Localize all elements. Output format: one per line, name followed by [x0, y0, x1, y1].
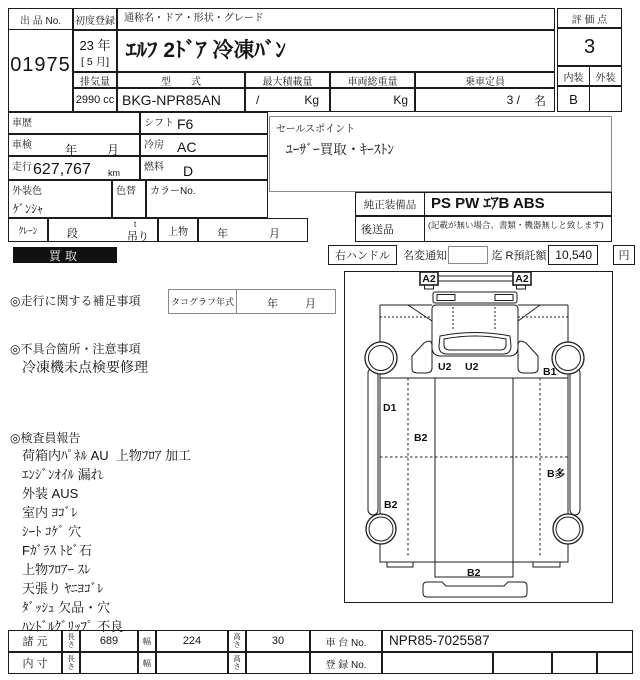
damage-left-rear: B2	[384, 499, 398, 511]
interior-grade: B	[557, 86, 590, 112]
fuel-cell	[140, 156, 268, 180]
model-name: ｴﾙﾌ 2ﾄﾞｱ 冷凍ﾊﾞﾝ	[117, 30, 555, 72]
capacity-number: 3 /	[506, 93, 520, 107]
gross-weight-value	[330, 88, 415, 112]
interior-grade-label: 内装	[557, 66, 590, 86]
body-label: 上物	[158, 218, 198, 242]
body-year: 年	[217, 228, 228, 240]
inspector-item: ｴﾝｼﾞﾝｵｲﾙ 漏れ	[22, 467, 104, 482]
sales-point-label: セールスポイント	[276, 124, 356, 135]
score-label: 評 価 点	[557, 8, 622, 28]
aircon-cell	[140, 134, 268, 156]
name-change-field	[448, 246, 488, 264]
inspector-item: ｼｰﾄ ｺｹﾞ 穴	[22, 524, 82, 539]
name-change-label: 名変通知	[403, 250, 447, 262]
score-value: 3	[557, 28, 622, 66]
shift-cell	[140, 112, 268, 134]
inspection-label: 車検	[12, 140, 32, 151]
body-year-cell	[198, 218, 308, 242]
inspector-report-list	[22, 446, 332, 636]
crane-lift-label: 吊り	[127, 231, 149, 243]
windshield-inner	[444, 336, 506, 350]
damage-mirror-left: A2	[422, 273, 436, 285]
body-month: 月	[269, 228, 280, 240]
aircon-label: 冷房	[144, 140, 164, 151]
fuel-label: 燃料	[144, 162, 164, 173]
equipment-label: 純正装備品	[355, 192, 425, 216]
crane-step-label: 段	[67, 228, 78, 240]
mileage-unit: km	[108, 168, 120, 178]
front-right-wheel	[552, 342, 584, 374]
capacity-label: 乗車定員	[415, 72, 555, 88]
tachograph-month: 月	[305, 298, 316, 310]
height-label: 高さ	[228, 630, 246, 652]
rear-left-wheel	[366, 514, 396, 544]
inspector-item: 荷箱内ﾊﾟﾈﾙ AU 上物ﾌﾛｱ 加工	[22, 448, 192, 463]
damage-roof-right: U2	[465, 361, 479, 373]
damage-left-mid: B2	[414, 432, 428, 444]
shift-label: シフト	[144, 118, 174, 129]
registration-no-cell-2	[493, 652, 552, 674]
max-load-slash: /	[256, 93, 260, 107]
max-load-label: 最大積載量	[245, 72, 330, 88]
recycle-deposit-value: 10,540	[548, 245, 598, 265]
displacement-label: 排気量	[73, 72, 117, 88]
left-quarter-panel	[412, 341, 432, 373]
damage-mirror-right: A2	[515, 273, 529, 285]
damage-right-front: B1	[543, 366, 557, 378]
recycle-deposit-label: R預託額	[505, 250, 547, 262]
crane-cell	[48, 218, 158, 242]
inspector-item: 外装 AUS	[22, 486, 79, 501]
model-name-label: 通称名・ドア・形状・グレード	[117, 8, 555, 30]
yen-label: 円	[613, 245, 635, 265]
inspector-item: ﾀﾞｯｼｭ 欠品・穴	[22, 600, 111, 615]
max-load-unit: Kg	[304, 93, 319, 107]
first-registration-label: 初度登録	[73, 8, 117, 30]
height-value: 30	[246, 630, 310, 652]
sales-point-box	[269, 116, 612, 192]
chassis-no-label: 車 台 No.	[310, 630, 382, 652]
defect-section-label: ◎不具合箇所・注意事項	[10, 342, 141, 356]
later-items-note: (記載が無い場合、書類・機器無しと致します)	[424, 216, 612, 242]
crane-label: ｸﾚｰﾝ	[8, 218, 48, 242]
inner-height-label: 高さ	[228, 652, 246, 674]
length-value: 689	[80, 630, 138, 652]
equipment-value: PS PW ｴｱB ABS	[424, 192, 612, 216]
exterior-color-cell	[8, 180, 112, 218]
damage-roof-left: U2	[438, 361, 452, 373]
tachograph-year: 年	[267, 298, 278, 310]
lot-number: 01975	[10, 53, 71, 76]
length-label: 長さ	[62, 630, 80, 652]
color-change-label: 色替	[116, 186, 136, 197]
shift-value: F6	[177, 116, 194, 132]
color-change-cell	[112, 180, 146, 218]
right-handle-box: 右ハンドル	[328, 245, 397, 265]
defect-text: 冷凍機未点検要修理	[22, 359, 148, 375]
color-no-label: カラーNo.	[150, 186, 196, 197]
exterior-grade-label: 外装	[589, 66, 622, 86]
first-registration-month: [ 5 月]	[80, 56, 109, 68]
inner-width-label: 幅	[138, 652, 156, 674]
registration-no-label: 登 録 No.	[310, 652, 382, 674]
gross-weight-unit: Kg	[393, 93, 408, 107]
purchase-badge: 買取	[13, 247, 117, 263]
exterior-color-label: 外装色	[12, 186, 42, 197]
tachograph-label: タコグラフ年式	[169, 290, 237, 313]
lot-number-label: 出 品 No.	[8, 8, 73, 30]
width-value: 224	[156, 630, 228, 652]
damage-diagram	[344, 268, 613, 604]
width-label: 幅	[138, 630, 156, 652]
crane-ton-label: t	[134, 220, 137, 229]
mileage-supplement-label: ◎走行に関する補足事項	[10, 294, 141, 308]
inner-width-value	[156, 652, 228, 674]
tachograph-box	[168, 289, 336, 314]
displacement-value: 2990 cc	[73, 88, 117, 112]
registration-no-cell-4	[597, 652, 633, 674]
damage-rear-center: B2	[467, 567, 481, 579]
first-registration-cell	[73, 30, 117, 72]
inspector-item: 室内 ﾖｺﾞﾚ	[22, 505, 78, 520]
inspection-year: 年	[65, 143, 78, 157]
model-code-label: 型 式	[117, 72, 245, 88]
mileage-value: 627,767	[33, 161, 91, 178]
max-load-value	[245, 88, 330, 112]
inspector-item: 天張り ﾔﾆﾖｺﾞﾚ	[22, 581, 104, 596]
aircon-value: AC	[177, 139, 197, 155]
inspection-cell	[8, 134, 140, 156]
first-registration-year: 23 年	[79, 38, 111, 53]
inspection-month: 月	[107, 143, 120, 157]
rear-bumper	[423, 582, 527, 597]
model-code-value: BKG-NPR85AN	[117, 88, 245, 112]
mileage-cell	[8, 156, 140, 180]
registration-no-cell-3	[552, 652, 597, 674]
inner-height-value	[246, 652, 310, 674]
capacity-value	[415, 88, 555, 112]
later-items-label: 後送品	[355, 216, 425, 242]
front-left-wheel	[365, 342, 397, 374]
inspector-item: Fｶﾞﾗｽ ﾄﾋﾞ石	[22, 543, 93, 558]
inner-dims-label: 内 寸	[8, 652, 62, 674]
gross-weight-label: 車両総重量	[330, 72, 415, 88]
sales-point-text: ﾕｰｻﾞｰ買取・ｷｰｽﾄﾝ	[286, 142, 394, 157]
damage-left-front-door: D1	[383, 402, 397, 414]
right-quarter-panel	[518, 341, 538, 373]
inner-length-label: 長さ	[62, 652, 80, 674]
exterior-color-value: ｹﾞﾝｼｬ	[13, 202, 44, 216]
fuel-value: D	[183, 163, 194, 179]
damage-right-mid: B多	[547, 468, 566, 480]
color-no-cell	[146, 180, 268, 218]
capacity-unit: 名	[533, 93, 546, 108]
inspector-item: 上物ﾌﾛｱｰ ｽﾚ	[22, 562, 91, 577]
mileage-label: 走行	[12, 162, 32, 173]
inspector-report-label: ◎検査員報告	[10, 431, 81, 445]
exterior-grade	[589, 86, 622, 112]
inspector-item: ﾊﾝﾄﾞﾙｸﾞﾘｯﾌﾟ 不良	[22, 619, 124, 634]
until-label: 迄	[491, 250, 503, 262]
rear-right-wheel	[553, 514, 583, 544]
dimensions-label: 諸 元	[8, 630, 62, 652]
history-label: 車歴	[12, 118, 32, 129]
inner-length-value	[80, 652, 138, 674]
chassis-no-value: NPR85-7025587	[382, 630, 633, 652]
history-cell	[8, 112, 140, 134]
registration-no-cell-1	[382, 652, 493, 674]
